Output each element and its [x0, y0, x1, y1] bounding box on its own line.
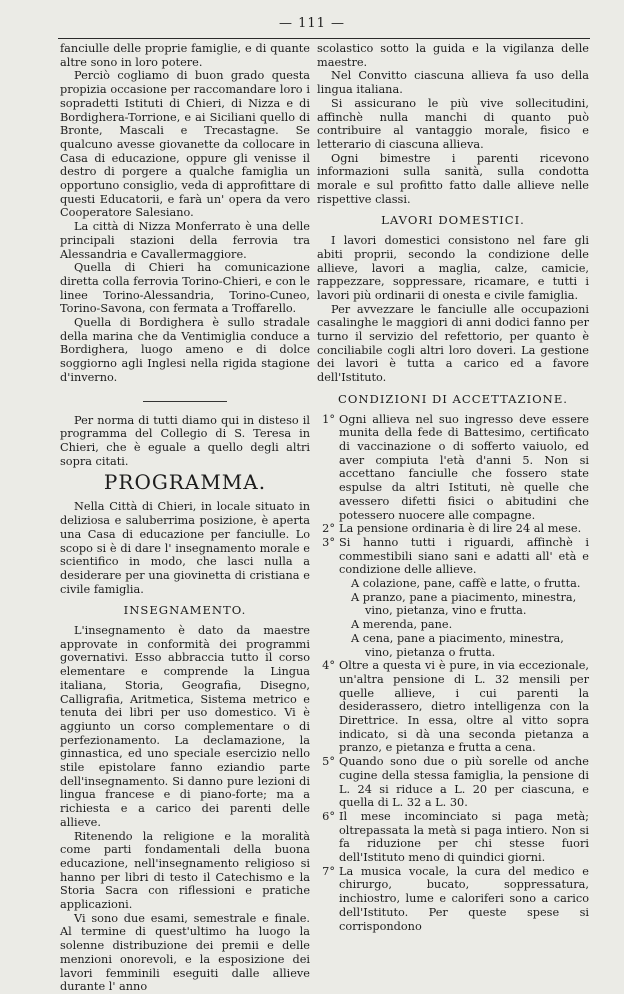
section-divider	[143, 401, 227, 402]
program-title: PROGRAMMA.	[103, 470, 267, 495]
condition-text: Quando sono due o più sorelle od anche cugine della stessa famiglia, la pensione di L. 24 si riduce a L. 20 per ciascuna, e quella di L. 32 a L. 30.	[339, 755, 589, 810]
paragraph: L'insegnamento è dato da maestre approvate in conformità dei programmi governativi. Esso abbraccia tutto il corso elementare e comprende la Lingua italiana, Storia, Geografia, Disegno, Calligrafia, Aritmetica, Sistema metrico e tenuta dei libri per uso domestico. Vi è aggiunto un corso complementare o di perfezionamento. La declamazione, la ginnastica, ed uno speciale esercizio nello stile epistolare fanno eziandio parte dell'insegnamento. Si danno pure lezioni di lingua francese e di piano-forte; ma a richiesta e a carico dei parenti delle allieve.	[60, 624, 310, 829]
paragraph: Perciò cogliamo di buon grado questa propizia occasione per raccomandare loro i sopradetti Istituti di Chieri, di Nizza e di Bordighera-Torrione, e ai Siciliani quello di Bronte, Mascali e Trecastagne. Se qualcuno avesse giovanette da collocare in Casa di educazione, oppure gli venisse il destro di porgere a qualche famiglia un opportuno consiglio, veda di approfittare di questi Educatorii, e farà un' opera da vero Cooperatore Salesiano.	[60, 69, 310, 220]
paragraph: Per avvezzare le fanciulle alle occupazioni casalinghe le maggiori di anni dodici fanno per turno il servizio del refettorio, per quanto è conciliabile cogli altri loro doveri. La gestione dei lavori è tutta a carico ed a favore dell'Istituto.	[317, 302, 589, 385]
menu-line: A cena, pane a piacimento, minestra,	[351, 631, 564, 645]
paragraph: Quella di Bordighera è sullo stradale della marina che da Ventimiglia conduce a Bordighera, luogo ameno e di dolce soggiorno agli Inglesi nella rigida stagione d'inverno.	[60, 316, 310, 384]
condition-number: 2°	[322, 522, 335, 536]
paragraph: I lavori domestici consistono nel fare gli abiti proprii, secondo la condizione delle allieve, lavori a maglia, calze, camicie, rappezzare, soppressare, ricamare, e tutti i lavori più ordinarii di onesta e civile famiglia.	[317, 234, 589, 302]
condition-number: 7°	[322, 864, 335, 878]
condition-text: La pensione ordinaria è di lire 24 al mese.	[339, 522, 582, 536]
paragraph: scolastico sotto la guida e la vigilanza delle maestre.	[317, 42, 589, 69]
menu-line: A pranzo, pane a piacimento, minestra,	[351, 590, 577, 604]
condition-item	[317, 536, 589, 577]
paragraph: Ogni bimestre i parenti ricevono informazioni sulla sanità, sulla condotta morale e sul profitto fatto dalle allieve nelle rispettive classi.	[317, 151, 589, 206]
condition-text: Il mese incominciato si paga metà; oltrepassata la metà si paga intiero. Non si fa riduzione per chi stesse fuori dell'Istituto meno di quindici giorni.	[339, 809, 589, 865]
condition-item	[317, 755, 589, 810]
program-paragraph: Nella Città di Chieri, in locale situato in deliziosa e saluberrima posizione, è aperta una Casa di educazione per fanciulle. Lo scopo si è di dare l' insegnamento morale e scientifico in modo, che lasci nulla a desiderare per una giovinetta di cristiana e civile famiglia.	[60, 500, 310, 596]
menu-line: vino, pietanza o frutta.	[365, 645, 496, 659]
left-column	[60, 42, 310, 994]
header-rule	[58, 38, 590, 39]
paragraph: La città di Nizza Monferrato è una delle principali stazioni della ferrovia tra Alessandria e Cavallermaggiore.	[60, 220, 310, 261]
condition-number: 3°	[322, 535, 335, 549]
condition-text: Oltre a questa vi è pure, in via eccezionale, un'altra pensione di L. 32 mensili per quelle allieve, i cui parenti la desiderassero, dietro intelligenza con la Direttrice. In essa, oltre al vitto sopra indicato, si dà una seconda pietanza a pranzo, e pietanza e frutta a cena.	[339, 659, 589, 755]
paragraph: Ritenendo la religione e la moralità come parti fondamentali della buona educazione, nell'insegnamento religioso si hanno per libri di testo il Catechismo e la Storia Sacra con riflessioni e pratiche applicazioni.	[60, 829, 310, 912]
page-number: — 111 —	[278, 16, 346, 31]
condition-text: Si hanno tutti i riguardi, affinchè i commestibili siano sani e adatti all' età e condizione delle allieve.	[339, 535, 589, 577]
menu-line: vino, pietanza, vino e frutta.	[365, 604, 527, 618]
right-column	[317, 42, 589, 933]
condition-item	[317, 659, 589, 755]
condition-number: 4°	[322, 659, 335, 673]
paragraph: Quella di Chieri ha comunicazione diretta colla ferrovia Torino-Chieri, e con le linee Torino-Alessandria, Torino-Cuneo, Torino-Savona, con fermata a Troffarello.	[60, 261, 310, 316]
intro-paragraph: Per norma di tutti diamo qui in disteso il programma del Collegio di S. Teresa in Chieri, che è eguale a quello degli altri sopra citati.	[60, 413, 310, 468]
section-heading-teaching: INSEGNAMENTO.	[123, 603, 247, 618]
condition-item	[317, 865, 589, 934]
condition-text: La musica vocale, la cura del medico e chirurgo, bucato, soppressatura, inchiostro, lume e caloriferi sono a carico dell'Istituto. Per queste spese si corrispondono	[339, 864, 589, 933]
condition-number: 1°	[322, 412, 335, 426]
menu-line: A merenda, pane.	[351, 618, 453, 632]
menu-line: A colazione, pane, caffè e latte, o frutta.	[351, 577, 581, 591]
condition-item	[317, 522, 589, 536]
paragraph: fanciulle delle proprie famiglie, e di quante altre sono in loro potere.	[60, 42, 310, 69]
condition-number: 6°	[322, 809, 335, 823]
paragraph: Vi sono due esami, semestrale e finale. Al termine di quest'ultimo ha luogo la solenne distribuzione dei premii e delle menzioni onorevoli, e la esposizione dei lavori femminili eseguiti dalle allieve durante l' anno	[60, 911, 310, 994]
section-heading-domestic-work: LAVORI DOMESTICI.	[381, 213, 525, 228]
condition-number: 5°	[322, 755, 335, 769]
condition-item	[317, 810, 589, 865]
condition-item	[317, 413, 589, 523]
paragraph: Nel Convitto ciascuna allieva fa uso della lingua italiana.	[317, 69, 589, 97]
paragraph: Si assicurano le più vive sollecitudini, affinchè nulla manchi di quanto può contribuire al vantaggio morale, fisico e letterario di ciascuna allieva.	[317, 96, 589, 151]
section-heading-conditions: CONDIZIONI DI ACCETTAZIONE.	[338, 391, 568, 406]
condition-text: Ogni allieva nel suo ingresso deve essere munita della fede di Battesimo, certificato di vaccinazione o di sofferto vaiuolo, ed aver compiuta l'età d'anni 5. Non si accettano fanciulle che fossero state espulse da altri Istituti, nè quelle che avessero difetti fisici o abitudini che potessero nuocere alle compagne.	[339, 412, 589, 522]
